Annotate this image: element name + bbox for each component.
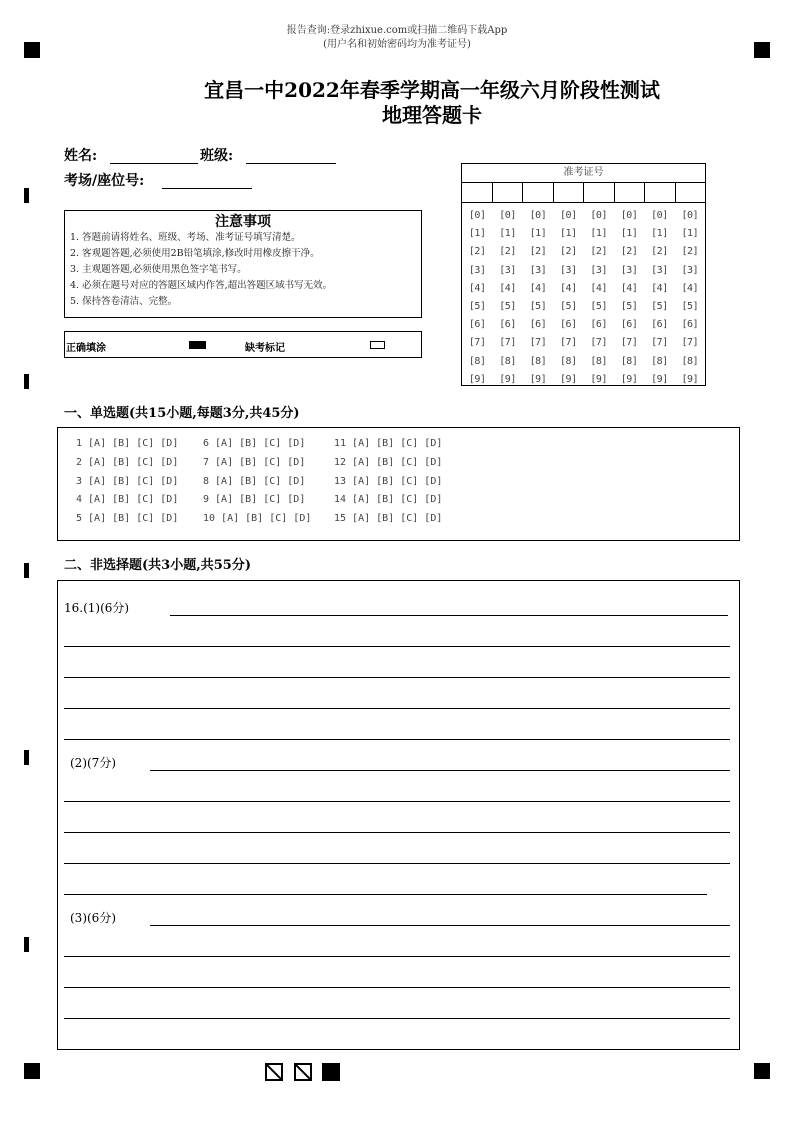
page-code-slash-square [265, 1063, 283, 1081]
exam-id-bubble[interactable]: [6] [651, 319, 668, 331]
mc-question-10[interactable]: 10 [A] [B] [C] [D] [203, 513, 312, 525]
exam-id-bubble[interactable]: [6] [499, 319, 516, 331]
exam-id-write-cell[interactable] [676, 183, 706, 202]
exam-id-bubble[interactable]: [5] [681, 301, 699, 313]
exam-id-bubble[interactable]: [8] [499, 355, 516, 367]
exam-id-bubble[interactable]: [7] [651, 337, 668, 349]
exam-id-column [614, 207, 644, 389]
class-label: 班级: [200, 148, 234, 164]
answer-line[interactable] [64, 708, 730, 709]
multiple-choice-box [57, 427, 740, 541]
registration-mark-bottom-right [754, 1063, 770, 1079]
timing-mark [24, 750, 29, 765]
exam-id-bubble[interactable]: [2] [529, 246, 547, 258]
absent-mark-box[interactable] [370, 341, 385, 349]
exam-id-bubble[interactable]: [6] [468, 319, 486, 331]
exam-id-bubble[interactable]: [8] [651, 355, 668, 367]
fill-legend [64, 331, 422, 358]
exam-id-bubble[interactable]: [5] [499, 301, 516, 313]
exam-id-bubbles [462, 203, 705, 389]
exam-id-bubble[interactable]: [6] [590, 319, 607, 331]
exam-id-bubble[interactable]: [4] [681, 282, 699, 294]
exam-id-bubble[interactable]: [9] [620, 373, 638, 385]
mc-question-15[interactable]: 15 [A] [B] [C] [D] [334, 513, 443, 525]
exam-id-write-cell[interactable] [615, 183, 646, 202]
exam-id-bubble[interactable]: [3] [651, 264, 668, 276]
answer-line[interactable] [64, 956, 730, 957]
exam-id-write-cell[interactable] [584, 183, 615, 202]
answer-line[interactable] [64, 646, 730, 647]
exam-id-bubble[interactable]: [7] [468, 337, 486, 349]
exam-id-bubble[interactable]: [2] [499, 246, 516, 258]
notice-item: 2. 客观题答题,必须使用2B铅笔填涂,修改时用橡皮擦干净。 [70, 248, 320, 259]
exam-id-column [523, 207, 553, 389]
exam-id-bubble[interactable]: [8] [620, 355, 638, 367]
mc-question-14[interactable]: 14 [A] [B] [C] [D] [334, 494, 443, 506]
exam-id-write-cell[interactable] [462, 183, 493, 202]
exam-id-bubble[interactable]: [5] [590, 301, 607, 313]
exam-id-bubble[interactable]: [5] [620, 301, 638, 313]
question-16-1-label: 16.(1)(6分) [64, 601, 130, 615]
exam-id-bubble[interactable]: [1] [651, 228, 668, 240]
exam-id-write-cell[interactable] [645, 183, 676, 202]
exam-id-bubble[interactable]: [1] [681, 228, 699, 240]
exam-id-bubble[interactable]: [3] [681, 264, 699, 276]
exam-id-bubble[interactable]: [9] [590, 373, 607, 385]
answer-line[interactable] [64, 1018, 730, 1019]
exam-id-bubble[interactable]: [0] [529, 210, 547, 221]
timing-mark [24, 937, 29, 952]
exam-id-write-cell[interactable] [554, 183, 585, 202]
mc-question-8[interactable]: 8 [A] [B] [C] [D] [203, 475, 306, 487]
exam-id-bubble[interactable]: [0] [499, 210, 516, 221]
section2-title: 二、非选择题(共3小题,共55分) [64, 558, 251, 573]
exam-id-bubble[interactable]: [3] [590, 264, 607, 276]
report-query-note: 报告查询:登录zhixue.com或扫描二维码下载App [286, 25, 508, 36]
mc-question-12[interactable]: 12 [A] [B] [C] [D] [334, 456, 443, 468]
mc-question-9[interactable]: 9 [A] [B] [C] [D] [203, 494, 306, 506]
answer-line[interactable] [64, 739, 730, 740]
exam-id-bubble[interactable]: [0] [560, 210, 577, 221]
exam-id-bubble[interactable]: [0] [590, 210, 607, 221]
exam-id-bubble[interactable]: [0] [468, 210, 486, 221]
exam-id-bubble[interactable]: [2] [681, 246, 699, 258]
exam-id-bubble[interactable]: [2] [468, 246, 486, 258]
seat-field[interactable] [162, 188, 252, 189]
exam-id-bubble[interactable]: [8] [529, 355, 547, 367]
exam-id-bubble[interactable]: [5] [529, 301, 547, 313]
exam-id-column [584, 207, 614, 389]
exam-id-bubble[interactable]: [9] [499, 373, 516, 385]
class-field[interactable] [246, 163, 336, 164]
exam-id-bubble[interactable]: [6] [620, 319, 638, 331]
exam-title: 宜昌一中2022年春季学期高一年级六月阶段性测试 [204, 78, 660, 102]
answer-line[interactable] [64, 987, 730, 988]
exam-id-bubble[interactable]: [2] [620, 246, 638, 258]
exam-id-bubble[interactable]: [5] [651, 301, 668, 313]
answer-sheet-title: 地理答题卡 [382, 103, 482, 127]
exam-id-bubble[interactable]: [4] [651, 282, 668, 294]
exam-id-column [462, 207, 492, 389]
timing-mark [24, 188, 29, 203]
correct-fill-sample [189, 341, 206, 349]
exam-id-bubble[interactable]: [2] [560, 246, 577, 258]
exam-id-bubble[interactable]: [8] [590, 355, 607, 367]
exam-id-bubble[interactable]: [3] [529, 264, 547, 276]
exam-id-bubble[interactable]: [4] [560, 282, 577, 294]
exam-id-bubble[interactable]: [8] [681, 355, 699, 367]
notice-title: 注意事项 [215, 214, 271, 230]
exam-id-bubble[interactable]: [4] [590, 282, 607, 294]
notice-item: 4. 必须在题号对应的答题区域内作答,超出答题区域书写无效。 [70, 280, 333, 291]
answer-line[interactable] [150, 925, 730, 926]
page-code-filled-square [322, 1063, 340, 1081]
registration-mark-bottom-left [24, 1063, 40, 1079]
exam-id-bubble[interactable]: [3] [560, 264, 577, 276]
exam-id-bubble[interactable]: [3] [499, 264, 516, 276]
mc-question-11[interactable]: 11 [A] [B] [C] [D] [334, 438, 443, 449]
mc-question-6[interactable]: 6 [A] [B] [C] [D] [203, 438, 306, 449]
exam-id-bubble[interactable]: [4] [529, 282, 547, 294]
exam-id-bubble[interactable]: [2] [651, 246, 668, 258]
exam-id-bubble[interactable]: [6] [681, 319, 699, 331]
exam-id-table [461, 163, 706, 386]
mc-question-7[interactable]: 7 [A] [B] [C] [D] [203, 456, 306, 468]
mc-question-5[interactable]: 5 [A] [B] [C] [D] [76, 513, 179, 525]
notice-item: 5. 保持答卷清洁、完整。 [70, 296, 178, 307]
exam-id-bubble[interactable]: [5] [560, 301, 577, 313]
name-field[interactable] [110, 163, 198, 164]
timing-mark [24, 374, 29, 389]
exam-id-write-row [462, 183, 705, 203]
exam-id-bubble[interactable]: [3] [620, 264, 638, 276]
exam-id-bubble[interactable]: [1] [560, 228, 577, 240]
mc-question-2[interactable]: 2 [A] [B] [C] [D] [76, 456, 179, 468]
page-code-slash-square [294, 1063, 312, 1081]
notice-item: 3. 主观题答题,必须使用黑色签字笔书写。 [70, 264, 247, 275]
exam-id-bubble[interactable]: [8] [560, 355, 577, 367]
exam-id-bubble[interactable]: [7] [590, 337, 607, 349]
answer-line[interactable] [64, 677, 730, 678]
login-note: (用户名和初始密码均为准考证号) [323, 39, 471, 50]
answer-area [57, 580, 740, 1050]
exam-id-write-cell[interactable] [523, 183, 554, 202]
exam-id-bubble[interactable]: [8] [468, 355, 486, 367]
name-label: 姓名: [64, 148, 98, 164]
exam-id-bubble[interactable]: [4] [468, 282, 486, 294]
exam-id-column [644, 207, 674, 389]
exam-id-title: 准考证号 [462, 164, 705, 183]
exam-id-bubble[interactable]: [5] [468, 301, 486, 313]
exam-id-bubble[interactable]: [0] [651, 210, 668, 221]
question-16-2-label: (2)(7分) [70, 756, 116, 770]
exam-id-column [492, 207, 522, 389]
exam-id-write-cell[interactable] [493, 183, 524, 202]
answer-line[interactable] [64, 801, 730, 802]
absent-mark-label: 缺考标记 [245, 343, 285, 354]
exam-id-bubble[interactable]: [7] [681, 337, 699, 349]
mc-question-13[interactable]: 13 [A] [B] [C] [D] [334, 475, 443, 487]
exam-id-bubble[interactable]: [4] [499, 282, 516, 294]
exam-id-bubble[interactable]: [6] [529, 319, 547, 331]
section1-title: 一、单选题(共15小题,每题3分,共45分) [64, 406, 300, 421]
exam-id-bubble[interactable]: [9] [681, 373, 699, 385]
exam-id-bubble[interactable]: [1] [499, 228, 516, 240]
exam-id-bubble[interactable]: [9] [468, 373, 486, 385]
exam-id-bubble[interactable]: [2] [590, 246, 607, 258]
exam-id-bubble[interactable]: [6] [560, 319, 577, 331]
exam-id-bubble[interactable]: [7] [499, 337, 516, 349]
question-16-3-label: (3)(6分) [70, 911, 116, 925]
mc-question-4[interactable]: 4 [A] [B] [C] [D] [76, 494, 179, 506]
answer-line[interactable] [170, 615, 728, 616]
exam-id-bubble[interactable]: [9] [529, 373, 547, 385]
exam-id-bubble[interactable]: [0] [681, 210, 699, 221]
seat-label: 考场/座位号: [64, 173, 145, 189]
answer-line[interactable] [64, 894, 707, 895]
exam-id-bubble[interactable]: [7] [620, 337, 638, 349]
exam-id-bubble[interactable]: [3] [468, 264, 486, 276]
exam-id-bubble[interactable]: [7] [560, 337, 577, 349]
mc-question-1[interactable]: 1 [A] [B] [C] [D] [76, 438, 179, 449]
answer-line[interactable] [64, 832, 730, 833]
exam-id-bubble[interactable]: [1] [590, 228, 607, 240]
exam-id-bubble[interactable]: [1] [620, 228, 638, 240]
exam-id-column [553, 207, 583, 389]
exam-id-bubble[interactable]: [7] [529, 337, 547, 349]
exam-id-bubble[interactable]: [9] [560, 373, 577, 385]
correct-fill-label: 正确填涂 [66, 343, 106, 354]
exam-id-bubble[interactable]: [1] [468, 228, 486, 240]
notice-item: 1. 答题前请将姓名、班级、考场、准考证号填写清楚。 [70, 232, 301, 243]
notice-box [64, 210, 422, 318]
exam-id-bubble[interactable]: [0] [620, 210, 638, 221]
mc-question-3[interactable]: 3 [A] [B] [C] [D] [76, 475, 179, 487]
exam-id-bubble[interactable]: [1] [529, 228, 547, 240]
answer-line[interactable] [64, 863, 730, 864]
exam-id-column [675, 207, 705, 389]
answer-line[interactable] [150, 770, 730, 771]
timing-mark [24, 563, 29, 578]
exam-id-bubble[interactable]: [9] [651, 373, 668, 385]
exam-id-bubble[interactable]: [4] [620, 282, 638, 294]
